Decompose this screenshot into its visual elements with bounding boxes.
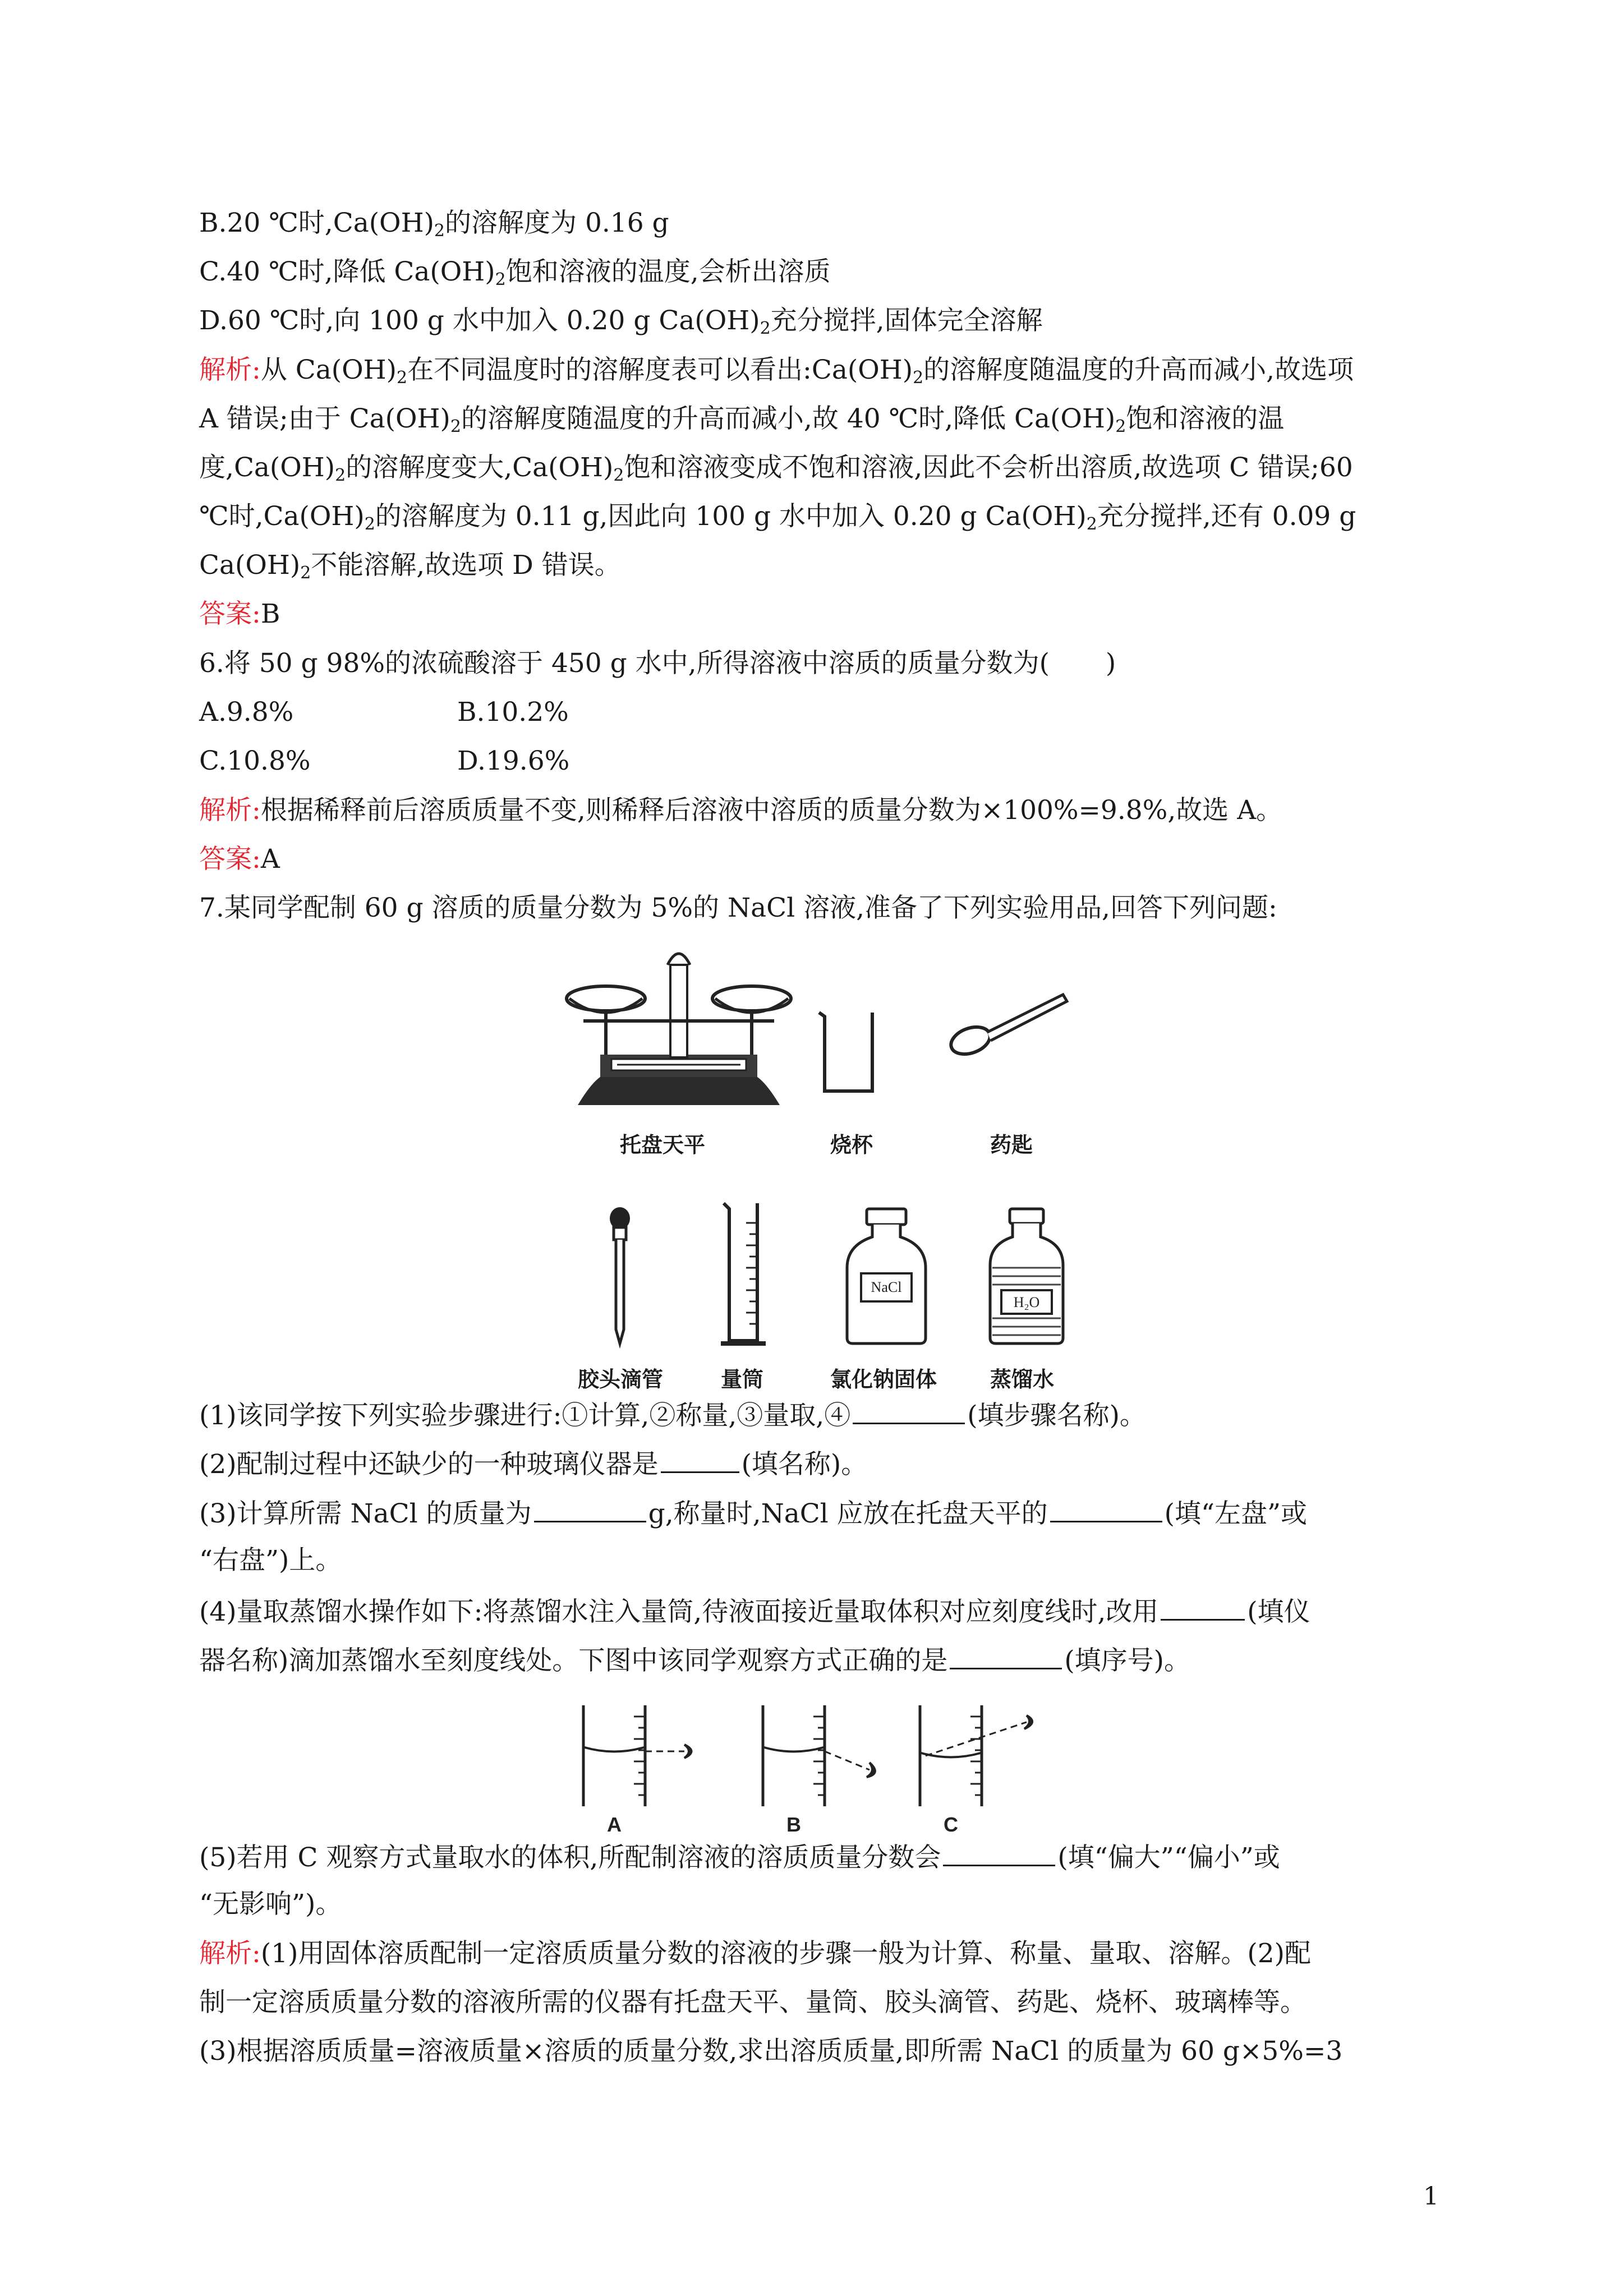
label-nacl: 氯化钠固体 <box>830 1367 937 1392</box>
q6-stem: 6.将 50 g 98%的浓硫酸溶于 450 g 水中,所得溶液中溶质的质量分数为( ) <box>199 648 1116 679</box>
q5-analysis-line3: 度$,Ca(OH)_2$的溶解度变大$,Ca(OH)_2$饱和溶液变成不饱和溶液,因此不会析出溶质,故选项 C 错误;60 <box>199 452 1353 485</box>
q6-analysis: 解析:根据稀释前后溶质质量不变,则稀释后溶液中溶质的质量分数为×100%=9.8%,故选 A。 <box>199 795 1283 826</box>
q7-analysis-line3: (3)根据溶质质量=溶液质量×溶质的质量分数,求出溶质质量,即所需 NaCl 的质量为 60 g×5%=3 <box>199 2036 1343 2067</box>
nacl-tag: NaCl <box>871 1279 902 1295</box>
q7-part3-line1: (3)计算所需 NaCl 的质量为 g,称量时,NaCl 应放在托盘天平的 (填“左盘”或 <box>199 1495 1439 1529</box>
q5-option-d: D.60 ℃时,向 100 g 水中加入 0.20 g $Ca(OH)_2$充分搅拌,固体完全溶解 <box>199 305 1043 338</box>
view-label-b: B <box>786 1813 801 1836</box>
beaker-icon <box>816 1010 878 1094</box>
label-dropper: 胶头滴管 <box>578 1367 664 1392</box>
q7-analysis-line2: 制一定溶质质量分数的溶液所需的仪器有托盘天平、量筒、胶头滴管、药匙、烧杯、玻璃棒等。 <box>199 1987 1306 2018</box>
label-balance: 托盘天平 <box>620 1133 706 1157</box>
q5-analysis-line2: A 错误;由于 $Ca(OH)_2$的溶解度随温度的升高而减小,故 40 ℃时,降低 $Ca(OH)_2$饱和溶液的温 <box>199 403 1285 436</box>
spoon-icon <box>948 990 1071 1063</box>
q5-answer: 答案:B <box>199 599 280 629</box>
dropper-icon <box>600 1206 640 1346</box>
label-spoon: 药匙 <box>990 1133 1033 1157</box>
q7-part5-line1: (5)若用 C 观察方式量取水的体积,所配制溶液的溶质质量分数会 (填“偏大”“偏小”或 <box>199 1839 1439 1872</box>
answer-label: 答案: <box>199 599 261 629</box>
q6-answer: 答案:A <box>199 844 280 875</box>
q7-part3-line2: “右盘”)上。 <box>199 1545 342 1576</box>
graduated-cylinder-icon <box>718 1200 769 1352</box>
q7-part1: (1)该同学按下列实验步骤进行:①计算,②称量,③量取,④ (填步骤名称)。 <box>199 1397 1439 1430</box>
view-b <box>763 1705 875 1806</box>
q7-part2: (2)配制过程中还缺少的一种玻璃仪器是 (填名称)。 <box>199 1446 1439 1479</box>
q7-stem: 7.某同学配制 60 g 溶质的质量分数为 5%的 NaCl 溶液,准备了下列实验用品,回答下列问题: <box>199 892 1277 923</box>
q5-option-c: C.40 ℃时,降低 $Ca(OH)_2$饱和溶液的温度,会析出溶质 <box>199 256 831 289</box>
water-bottle-icon <box>984 1206 1069 1346</box>
view-label-c: C <box>944 1813 958 1836</box>
q7-part4-line2: 器名称)滴加蒸馏水至刻度线处。下图中该同学观察方式正确的是 (填序号)。 <box>199 1642 1439 1676</box>
q5-option-b: B.20 ℃时$,Ca(OH)_2$的溶解度为 0.16 g <box>199 208 669 241</box>
page-number: 1 <box>1423 2182 1439 2211</box>
q6-options-row2: C.10.8% D.19.6% <box>199 746 570 776</box>
analysis-label: 解析: <box>199 355 261 385</box>
reading-methods-figure <box>561 1700 1066 1840</box>
label-cylinder: 量筒 <box>721 1367 764 1392</box>
view-c <box>920 1705 1032 1806</box>
q5-analysis-line5: $Ca(OH)_2$不能溶解,故选项 D 错误。 <box>199 550 621 583</box>
view-label-a: A <box>607 1813 622 1836</box>
q7-part5-line2: “无影响”)。 <box>199 1889 342 1920</box>
q7-analysis-line1: 解析:(1)用固体溶质配制一定溶质质量分数的溶液的步骤一般为计算、称量、量取、溶解。(2)配 <box>199 1938 1311 1969</box>
nacl-bottle-icon <box>841 1206 931 1346</box>
label-water: 蒸馏水 <box>990 1367 1055 1392</box>
balance-icon <box>561 942 797 1111</box>
water-tag: H₂O <box>1013 1294 1040 1310</box>
label-beaker: 烧杯 <box>830 1133 873 1157</box>
view-a <box>583 1705 692 1806</box>
q5-analysis-line4: ℃时$,Ca(OH)_2$的溶解度为 0.11 g,因此向 100 g 水中加入 0.20 g $Ca(OH)_2$充分搅拌,还有 0.09 g <box>199 501 1356 534</box>
q6-options-row1: A.9.8% B.10.2% <box>199 697 569 728</box>
q7-part4-line1: (4)量取蒸馏水操作如下:将蒸馏水注入量筒,待液面接近量取体积对应刻度线时,改用 (填仪 <box>199 1593 1439 1627</box>
q5-analysis-line1: 解析:从 $Ca(OH)_2$在不同温度时的溶解度表可以看出$:Ca(OH)_2$的溶解度随温度的升高而减小,故选项 <box>199 355 1354 388</box>
